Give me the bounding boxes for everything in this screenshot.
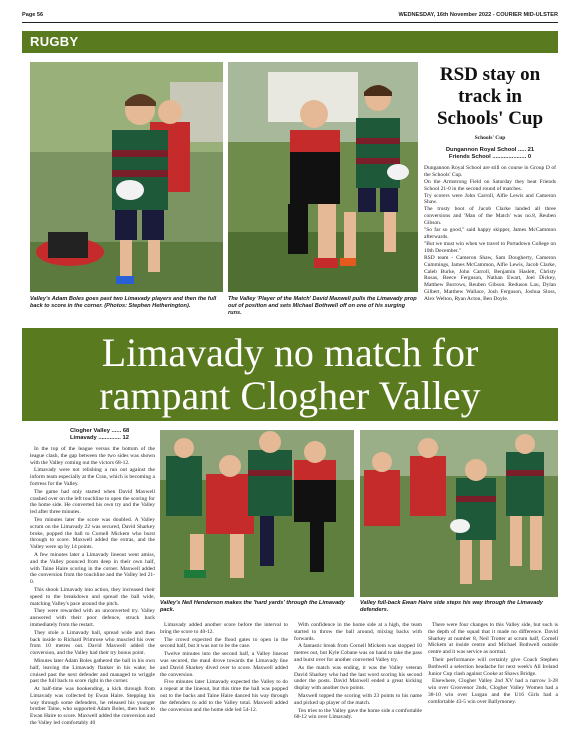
rsd-paragraph: Try scorers were John Carroll, Alfie Lewis and Cameron Shaw. <box>424 192 556 206</box>
article-paragraph: This shook Limavady into action, they increased their speed to the breakdown and spread the ball wide, matching Valley's pace around the pitch. <box>30 586 155 607</box>
article-paragraph: Maxwell topped the scoring with 23 points to his name and picked up player of the match. <box>294 692 422 706</box>
article-paragraph: Their performance will certainly give Coach Stephen Bothwell a selection headache for next week's All Ireland Junior Cup clash against Cooke at Shaws Bridge. <box>428 656 558 677</box>
section-label: RUGBY <box>30 34 79 49</box>
photo-ewan-haire <box>360 430 558 597</box>
article-paragraph: They stole a Limavady ball, spread wide and then back inside to Richard Primrose who muscled his over from 10 metres out. David Maxwell added the conversion, and the Valley had their try bonus point. <box>30 629 155 657</box>
rsd-kicker: Schools' Cup <box>474 135 506 141</box>
score-home: Clogher Valley ...... 68 <box>70 428 130 434</box>
headline-banner <box>22 328 558 421</box>
article-paragraph: The game had only started when David Maxwell crashed over on the left touchline to open the scoring for the home side. He converted his own try and the Valley led after three minutes. <box>30 488 155 516</box>
caption-neil-henderson: Valley's Neil Henderson makes the 'hard yards' through the Limavady pack. <box>160 600 345 613</box>
header-rule <box>22 22 558 23</box>
article-paragraph: Limavady added another score before the interval to bring the score to 40-12. <box>160 622 288 635</box>
photo-art <box>228 62 418 292</box>
photo-david-maxwell <box>228 62 418 292</box>
article-paragraph: Limavady were not relishing a run out against the inform team especially at the Cran, which is becoming a fortress for the Valley. <box>30 467 155 487</box>
rsd-paragraph: On the Armstrong Field on Saturday they beat Friends School 21-0 in the second round of matches. <box>424 178 556 192</box>
page-number: Page 56 <box>22 12 44 18</box>
article-paragraph: At half-time was bookending, a kick through from Limavady was collected by Ewan Haire. Stepping his way through some defenders, he released his younger brother Taine, who supported Adam Boles, then back to Ewan Haire to score. Maxwell added the conversion and the Valley led comfortably 40 <box>30 686 155 727</box>
photo-neil-henderson <box>160 430 354 597</box>
section-bar <box>22 31 558 53</box>
article-paragraph: A few minutes later a Limavady lineout went amiss, and the Valley pounced from deep in their own half, with Taine Haire scoring in the corner. Maxwell added the conversion from the touchline and the Valley led 21-0. <box>30 551 155 586</box>
date-line: WEDNESDAY, 16th November 2022 - COURIER MID-ULSTER <box>398 12 558 18</box>
rsd-paragraph: The trusty boot of Jacob Clarke landed all three conversions and 'Man of the Match' was no.8, Reuben Gibson. <box>424 206 556 227</box>
page-header <box>22 12 558 22</box>
rsd-paragraph: "But we must win when we travel to Portadown College on 10th December." <box>424 240 556 254</box>
rsd-paragraph: Dungannon Royal School are still on course in Group D of the Schools' Cup. <box>424 164 556 178</box>
article-paragraph: In the top of the league versus the bottom of the league clash, the gap between the two sides was shown with the Valley coming out the victors 68-12. <box>30 446 155 466</box>
article-paragraph: Ten tries to the Valley gave the home side a comfortable 68-12 win over Limavady. <box>294 707 422 721</box>
rsd-team-list: RSD team - Cameron Shaw, Sam Dougherty, Cameron Cummings, James McCammon, Alfie Lewis, Jacob Clarke, Caleb Burke, John Carroll, Benjamin Haslett, Christy Rosas, Reece Ferguson, Nathan Ewart, Joel Dickey, Matthew Burrows, Reuben Gibson. Reduson Lau, Dylan Gilbert, Matthew Wallace, Josh Ferguson, Joshua Sloss, Alex Welton, Ryan Acton, Ben Doyle. <box>424 254 556 303</box>
photo-art <box>160 430 354 597</box>
rsd-story <box>424 64 556 324</box>
headline-line-1: Limavady no match for <box>101 330 479 375</box>
article-paragraph: With confidence in the home side at a high, the team started to throw the ball around, mixing backs with forwards. <box>294 622 422 642</box>
article-paragraph: As the match was ending, it was the Valley veteran David Sharkey who had the last word scoring his second under the posts. David Maxwell ended a great kicking display with another two points. <box>294 664 422 692</box>
article-column-3 <box>294 622 422 732</box>
caption-david-maxwell: The Valley 'Player of the Match' David Maxwell pulls the Limavady prop out of position and sets Michael Bothwell off on one of his surging runs. <box>228 296 417 316</box>
rsd-headline: RSD stay on track in Schools' Cup <box>436 64 544 129</box>
article-paragraph: Elsewhere, Clogher Valley 2nd XV had a narrow 3-28 win over Grosvenor 2nds, Clogher Valley Women had a 38-10 win over Lurgan and the U16 Girls had a comfortable 43-5 win over Ballymoney. <box>428 678 558 705</box>
article-paragraph: Twelve minutes into the second half, a Valley lineout was secured, the maul drove towards the Limavady line and David Sharkey dived over to score. Maxwell added the conversion. <box>160 651 288 678</box>
photo-art <box>30 62 223 292</box>
rsd-score-home: Dungannon Royal School ..... 21 <box>445 146 535 153</box>
photo-adam-boles <box>30 62 223 292</box>
article-paragraph: There were four changes to this Valley side, but such is the depth of the squad that it made no difference. David Sharkey at number 8, Neil Trotter at scrum half, Cornell Mickem at inside centre and Michael Bothwell outside centre and it was service as normal. <box>428 622 558 656</box>
article-paragraph: They were rewarded with an unconverted try. Valley answered with their poor defence, struck back immediately from the restart. <box>30 608 155 628</box>
article-paragraph: Ten minutes later the score was doubled. A Valley scrum on the Limavady 22 was secured, David Sharkey broke, popped the ball to Cornell Mickem who burst through to score. Maxwell added the extras, and the Valley were up by 14 points. <box>30 516 155 551</box>
headline-line-2: rampant Clogher Valley <box>99 373 481 418</box>
article-paragraph: Five minutes later Limavady expected the Valley to do a repeat at the lineout, but this time the ball was popped out to the backs and Taine Haire danced his way through the defenders to add to the Valley total. Maxwell added the conversion and the home side led 54-12. <box>160 679 288 713</box>
caption-ewan-haire: Valley full-back Ewan Haire side steps his way through the Limavady defenders. <box>360 600 543 613</box>
rsd-score-away: Friends School ..................... 0 <box>448 153 532 160</box>
score-away: Limavady .............. 12 <box>70 435 129 441</box>
photo-art <box>360 430 558 597</box>
match-score <box>70 428 170 442</box>
caption-adam-boles: Valley's Adam Boles goes past two Limavady players and then the full back to score in the corner. (Photos: Stephen Hetherington). <box>30 296 217 309</box>
article-column-2 <box>160 622 288 732</box>
article-column-4 <box>428 622 558 732</box>
article-paragraph: A fantastic break from Cornell Mickem was stopped 10 metres out, but Kyle Cobane was on hand to take the pass and burst over for another converted Valley try. <box>294 643 422 663</box>
article-paragraph: The crowd expected the flood gates to open in the second half, but it was not to be the case. <box>160 636 288 650</box>
article-column-1 <box>30 446 155 732</box>
rsd-paragraph: "So far so good," said happy skipper, James McCammon afterwards. <box>424 227 556 240</box>
article-paragraph: Minutes later Adam Boles gathered the ball in his own half, leaving the Limavady flanker in his wake; he cruised past the next defender and managed to wriggle past the full back to score right in the corner. <box>30 657 155 685</box>
